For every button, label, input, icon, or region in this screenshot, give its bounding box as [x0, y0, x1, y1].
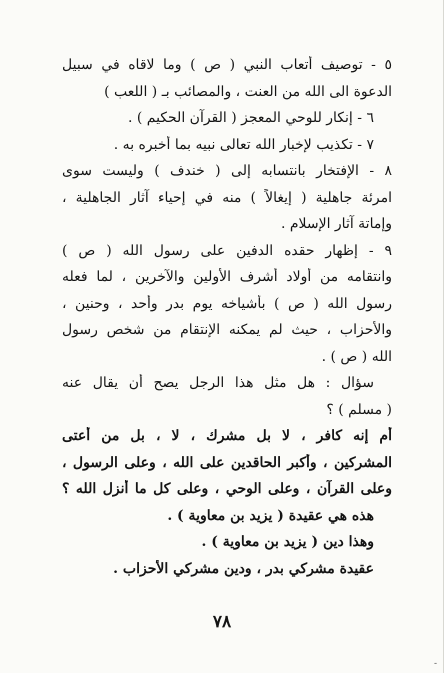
text-line: المشركين ، وأكبر الحاقدين على الله ، وعلى الرسول ، — [62, 454, 392, 471]
text-line: عقيدة مشركي بدر ، ودين مشركي الأحزاب . — [113, 560, 374, 577]
text-line: امرئة جاهلية ( إيغالاً ) منه في إحياء آثار الجاهلية ، — [62, 189, 392, 206]
text-line: ٦ - إنكار للوحي المعجز ( القرآن الحكيم ) . — [127, 110, 374, 126]
text-line: الدعوة الى الله من العنت ، والمصائب بـ ( اللعب ) — [104, 83, 392, 100]
text-line: الله ( ص ) . — [321, 348, 392, 365]
text-line: ٥ - توصيف أتعاب النبي ( ص ) وما لاقاه في سبيل — [62, 57, 392, 73]
text-line: والأحزاب ، حيث لم يمكنه الإنتقام من شخص رسول — [62, 322, 392, 338]
text-line: أم إنه كافر ، لا بل مشرك ، لا ، بل من أعتى — [62, 428, 392, 444]
text-line: وهذا دين ( يزيد بن معاوية ) . — [201, 534, 374, 550]
text-line: سؤال : هل مثل هذا الرجل يصح أن يقال عنه — [62, 375, 374, 391]
text-line: رسول الله ( ص ) بأشياخه يوم بدر وأحد ، وحنين ، — [62, 295, 392, 312]
corner-mark: - — [433, 659, 437, 669]
text-line: وإماتة آثار الإسلام . — [280, 216, 392, 232]
text-line: ( مسلم ) ؟ — [326, 401, 392, 418]
text-line: ٧ - تكذيب لإخبار الله تعالى نبيه بما أخبره به . — [113, 136, 374, 153]
text-line: ٩ - إظهار حقده الدفين على رسول الله ( ص ) — [62, 242, 392, 259]
page-number: ٧٨ — [212, 612, 232, 632]
text-line: هذه هي عقيدة ( يزيد بن معاوية ) . — [167, 507, 374, 524]
text-line: وانتقامه من أولاد أشرف الأولين والآخرين ، لما فعله — [62, 269, 392, 285]
text-line: وعلى القرآن ، وعلى الوحي ، وعلى كل ما أنزل الله ؟ — [62, 481, 392, 497]
body-text — [62, 56, 392, 586]
text-line: ٨ - الإفتخار بانتسابه إلى ( خندف ) وليست سوى — [62, 163, 392, 179]
